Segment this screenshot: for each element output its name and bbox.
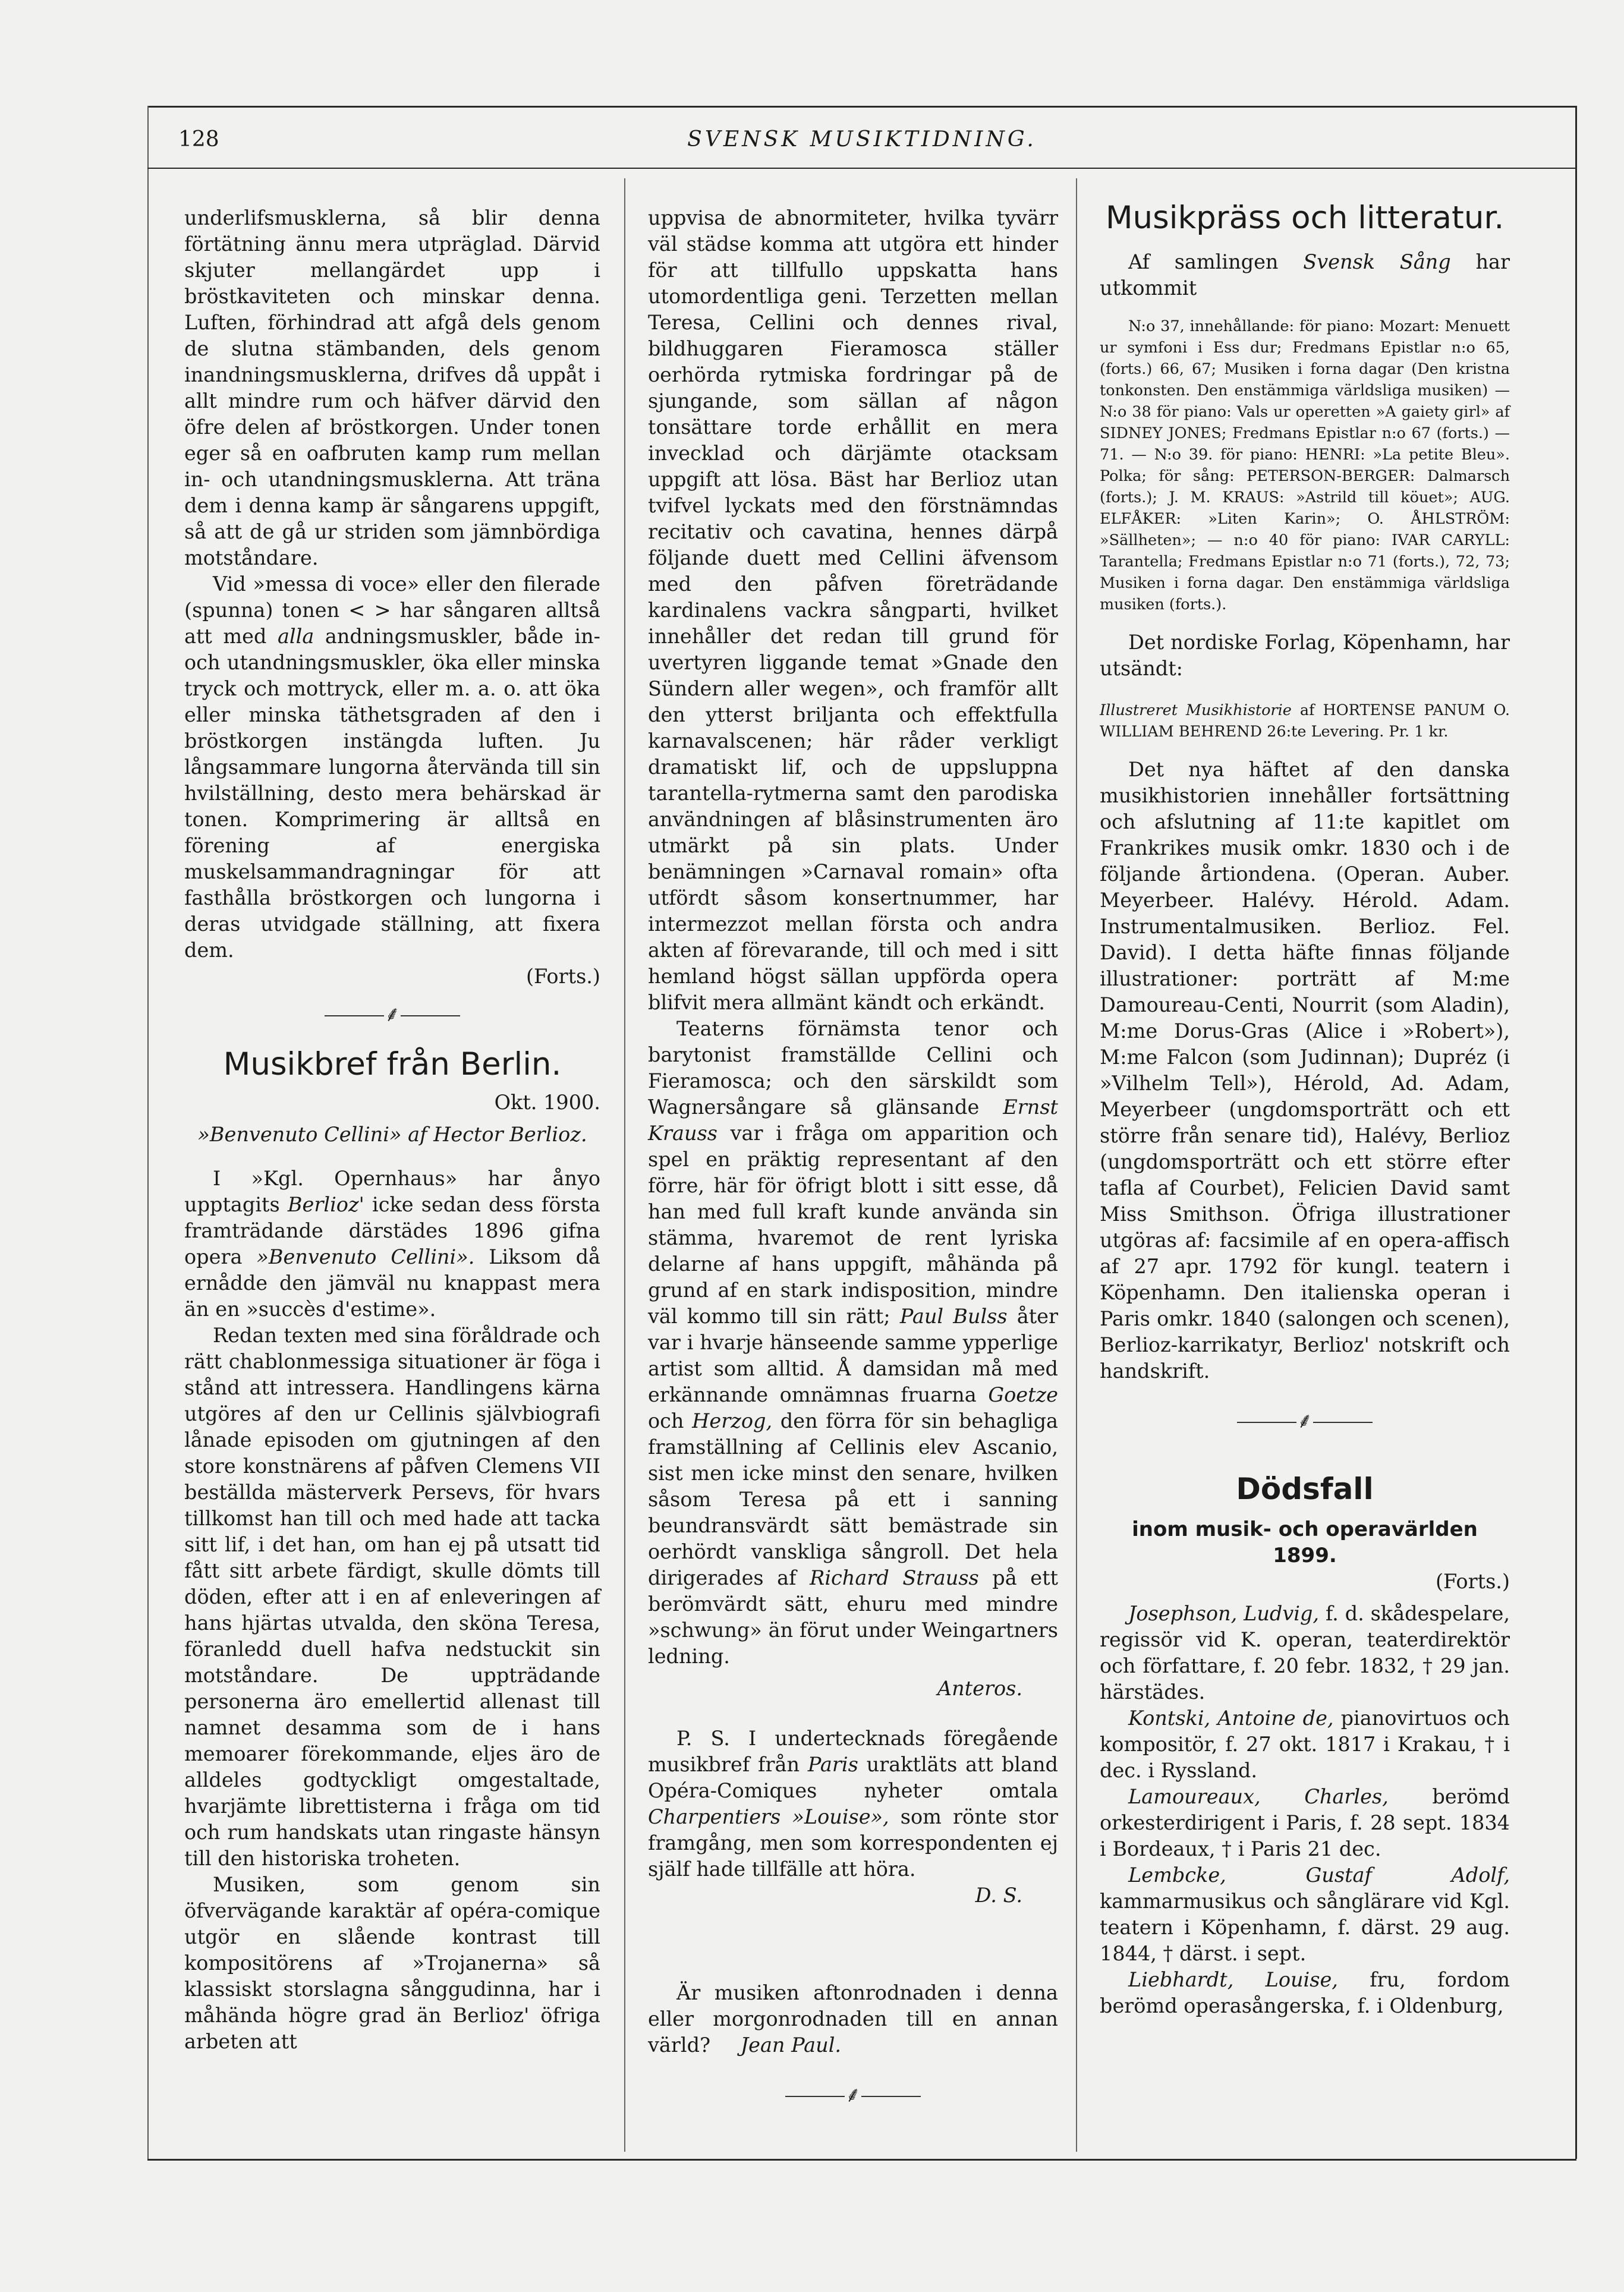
paragraph: Vid »messa di voce» eller den filerade (spunna) tonen < > har sångaren alltså att med alla andningsmuskler, både in- och utandningsmuskler, öka eller minska tryck och mottryck, eller m. a. o. att öka eller minska täthetsgraden af den i bröstkorgen instängda luften. Ju långsammare lungorna återvända till sin hvilställning, desto mera behärskad är tonen. Komprimering är alltså en förening af energiska muskelsammandragningar för att fasthålla bröstkorgen och lungorna i deras utvidgade ställning, att fixera dem.: [184, 572, 601, 962]
header-rule: [147, 168, 1576, 169]
paragraph: Af samlingen Svensk Sång har utkommit: [1100, 250, 1510, 300]
page-number: 128: [178, 127, 219, 152]
quote-author: Jean Paul.: [740, 2033, 842, 2057]
column-2: [648, 205, 1058, 2108]
section-title: Musikbref från Berlin.: [223, 1046, 562, 1082]
page-frame-left: [147, 106, 149, 2159]
running-head: SVENSK MUSIKTIDNING.: [687, 127, 1037, 152]
section-subtitle: inom musik- och operavärlden 1899.: [1132, 1517, 1478, 1567]
paragraph: Teaterns förnämsta tenor och barytonist framställde Cellini och Fieramosca; och den särskildt som Wagnersångare så glänsande Ernst Krauss var i fråga om apparition och spel en präktig representant af den förre, här för öfrigt blott i sitt esse, då han med full kraft kunde använda sin stämma, hvaremot de rent lyriska delarne af hans uppgift, måhända på grund af en stark indisposition, mindre väl kommo till sin rätt; Paul Bulss åter var i hvarje hänseende samme ypperlige artist som alltid. Å damsidan må med erkännande omnämnas fruarna Goetze och Herzog, den förra för sin behagliga framställning af Cellinis elev Ascanio, sist men icke minst den senare, hvilken såsom Teresa på ett i sanning beundransvärdt sätt bemästrade sin oerhördt vanskliga sångroll. Det hela dirigerades af Richard Strauss på ett berömvärdt sätt, ehuru med mindre »schwung» än förut under Weingartners ledning.: [648, 1017, 1059, 1668]
paragraph: Musiken, som genom sin öfvervägande karaktär af opéra-comique utgör en slående kontrast till kompositörens af »Trojanerna» så klassiskt storslagna sånggudinna, har i måhända högre grad än Berlioz' öfriga arbeten att: [184, 1873, 600, 2053]
section-title: Dödsfall: [1236, 1472, 1374, 1506]
column-3: [1100, 200, 1510, 2019]
paragraph: underlifsmusklerna, så blir denna förtätning ännu mera utpräglad. Därvid skjuter mellangärdet upp i bröstkaviteten och minskar denna. Luften, förhindrad att afgå dels genom de slutna stämbanden, dels genom inandningsmusklerna, drifves då uppåt i allt mindre rum och häfver därvid den öfre delen af bröstkorgen. Under tonen eger så en oafbruten kamp rum mellan in- och utandningsmusklerna. Att träna dem i denna kamp är sångarens uppgift, så att de gå ur striden som jämnbördiga motståndare.: [184, 206, 600, 569]
paragraph: Redan texten med sina föråldrade och rätt chablonmessiga situationer är föga i stånd att intressera. Handlingens kärna utgöres af den ur Cellinis självbiografi lånade episoden om gjutningen af den store konstnärens af påfven Clemens VII beställda mästerverk Persevs, för hvars tillkomst han till och med hade att tacka sitt lif, i det han, om han ej på utsatt tid fått sitt arbete färdigt, skulle dömts till döden, efter att i en af enleveringen af hans hjärtas utvalda, den sköna Teresa, föranledd duell hafva nedstuckit sin motståndare. De uppträdande personerna äro emellertid allenast till namnet desamma som de i hans memoarer förekommande, eljes äro de alldeles godtyckligt omgestaltade, hvarjämte librettisterna i fråga om tid och rum handskats utan ringaste hänsyn till den historiska troheten.: [184, 1324, 600, 1870]
page-frame-right: [1575, 106, 1577, 2159]
forts-note: (Forts.): [525, 965, 600, 988]
signature: Anteros.: [937, 1677, 1022, 1700]
obituary-entry: Kontski, Antoine de, pianovirtuos och kompositör, f. 27 okt. 1817 i Krakau, † i dec. i Ryssland.: [1100, 1707, 1510, 1782]
page-frame-top: [147, 106, 1576, 108]
forts-note: (Forts.): [1435, 1570, 1510, 1593]
page-frame-bottom: [147, 2159, 1576, 2161]
postscript-signature: D. S.: [975, 1884, 1022, 1907]
article-subtitle: »Benvenuto Cellini» af Hector Berlioz.: [197, 1123, 587, 1146]
section-title: Musikpräss och litteratur.: [1105, 200, 1505, 236]
obituary-entry: Lamoureaux, Charles, berömd orkesterdirigent i Paris, f. 28 sept. 1834 i Bordeaux, † i Paris 21 dec.: [1100, 1785, 1510, 1860]
obituary-entry: Liebhardt, Louise, fru, fordom berömd operasångerska, f. i Oldenburg,: [1100, 1968, 1510, 2017]
end-ornament: ⸙: [648, 2082, 1058, 2108]
obituary-entry: Lembcke, Gustaf Adolf, kammarmusikus och sånglärare vid Kgl. teatern i Köpenhamn, f. därst. 29 aug. 1844, † därst. i sept.: [1100, 1863, 1510, 1965]
postscript: P. S. I undertecknads föregående musikbref från Paris uraktläts att bland Opéra-Comiques nyheter omtala Charpentiers »Louise», som rönte stor framgång, men som korrespondenten ej själf hade tillfälle att höra.: [648, 1727, 1058, 1881]
paragraph: I »Kgl. Opernhaus» har ånyo upptagits Berlioz' icke sedan dess första framträdande därstädes 1896 gifna opera »Benvenuto Cellini». Liksom då ernådde den jämväl nu knappast mera än en »succès d'estime».: [184, 1167, 601, 1321]
letter-date: Okt. 1900.: [494, 1091, 600, 1114]
paragraph: Det nya häftet af den danska musikhistorien innehåller fortsättning och afslutning af 11:te kapitlet om Frankrikes musik omkr. 1830 och i de följande årtiondena. (Operan. Auber. Meyerbeer. Halévy. Hérold. Adam. Instrumentalmusiken. Berlioz. Fel. David). I detta häfte finnas följande illustrationer: porträtt af M:me Damoureau-Centi, Nourrit (som Aladin), M:me Dorus-Gras (Alice i »Robert»), M:me Falcon (som Judinnan); Dupréz (i »Vilhelm Tell»), Hérold, Ad. Adam, Meyerbeer (ungdomsporträtt och ett större från senare tid), Halévy, Berlioz (ungdomsporträtt och ett större efter tafla af Courbet), Felicien David samt Miss Smithson. Öfriga illustrationer utgöras af: facsimile af en opera-affisch af 27 apr. 1792 för kungl. teatern i Köpenhamn. Den italienska operan i Paris omkr. 1840 (salongen och scenen), Berlioz-karrikatyr, Berlioz' notskrift och handskrift.: [1100, 758, 1510, 1383]
section-ornament: ⸙: [184, 1002, 600, 1028]
book-listing: Illustreret Musikhistorie af HORTENSE PANUM O. WILLIAM BEHREND 26:te Levering. Pr. 1 kr.: [1100, 701, 1510, 741]
column-rule-2: [1076, 178, 1077, 2152]
crescendo-decrescendo-sign: < >: [348, 599, 391, 622]
quote: Är musiken aftonrodnaden i denna eller morgonrodnaden till en annan värld? Jean Paul.: [648, 1981, 1058, 2057]
section-ornament: ⸙: [1100, 1408, 1510, 1434]
paragraph: Det nordiske Forlag, Köpenhamn, har utsändt:: [1100, 631, 1510, 680]
contents-list: N:o 37, innehållande: för piano: Mozart: Menuett ur symfoni i Ess dur; Fredmans Epistlar n:o 65, (forts.) 66, 67; Musiken i forna dagar (Den kristna tonkonsten. Den enstämmiga världsliga musiken) — N:o 38 för piano: Vals ur operetten »A gaiety girl» af SIDNEY JONES; Fredmans Epistlar n:o 67 (forts.) — 71. — N:o 39. för piano: HENRI: »La petite Bleu». Polka; för sång: PETERSON-BERGER: Dalmarsch (forts.); J. M. KRAUS: »Astrild till köuet»; AUG. ELFÅKER: »Liten Karin»; O. ÅHLSTRÖM: »Sällheten»; — n:o 40 för piano: IVAR CARYLL: Tarantella; Fredmans Epistlar n:o 71 (forts.), 72, 73; Musiken i forna dagar. Den enstämmiga världsliga musiken (forts.).: [1100, 317, 1510, 613]
column-1: [184, 205, 600, 2055]
paragraph: uppvisa de abnormiteter, hvilka tyvärr väl städse komma att utgöra ett hinder för att tillfullo uppskatta hans utomordentliga geni. Terzetten mellan Teresa, Cellini och dennes rival, bildhuggaren Fieramosca ställer oerhörda rytmiska fordringar på de sjungande, som sällan af någon tonsättare torde erhållit en mera invecklad och därjämte otacksam uppgift att lösa. Bäst har Berlioz utan tvifvel lyckats med den förstnämndas recitativ och cavatina, hennes därpå följande duett med Cellini äfvensom med den påfven företrädande kardinalens vackra sångparti, hvilket innehåller det redan till grund för uvertyren liggande temat »Gnade den Sündern aller wegen», och framför allt den ytterst briljanta och effektfulla karnavalscenen; här råder verkligt dramatiskt lif, och de uppsluppna tarantella-rytmerna samt den parodiska användningen af blåsinstrumenten äro utmärkt på sin plats. Under benämningen »Carnaval romain» ofta utfördt såsom konsertnummer, har intermezzot mellan första och andra akten af förevarande, till och med i sitt hemland högst sällan uppförda opera blifvit mera allmänt kändt och erkändt.: [648, 206, 1058, 1014]
obituary-entry: Josephson, Ludvig, f. d. skådespelare, regissör vid K. operan, teaterdirektör och författare, f. 20 febr. 1832, † 29 jan. härstädes.: [1100, 1602, 1510, 1704]
column-rule-1: [624, 178, 625, 2152]
